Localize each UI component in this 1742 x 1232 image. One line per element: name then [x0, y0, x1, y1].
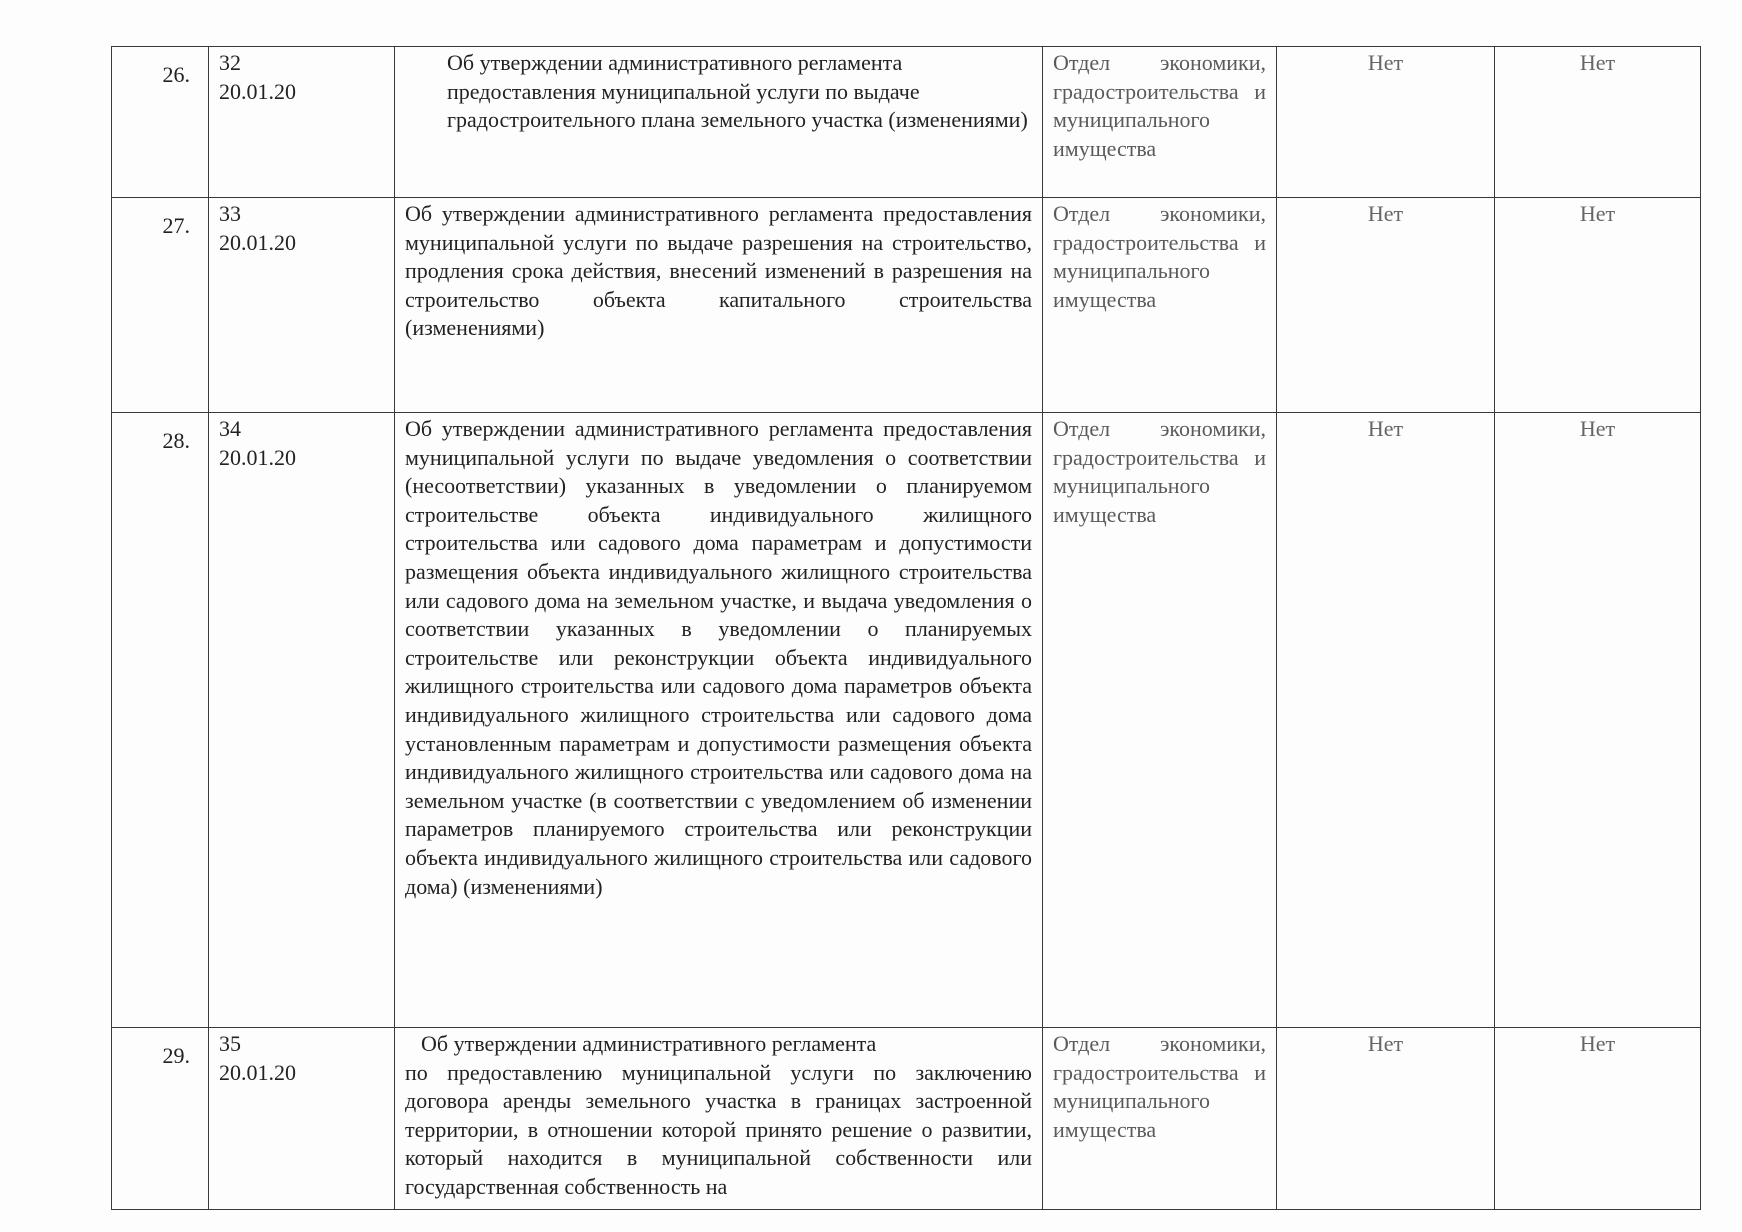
table-row — [112, 413, 1701, 1028]
row-number: 27. — [112, 198, 209, 413]
document-date: 20.01.20 — [219, 229, 296, 255]
row-number: 26. — [112, 47, 209, 198]
document-date: 20.01.20 — [219, 78, 296, 104]
document-number: 32 — [219, 50, 241, 75]
document-date: 20.01.20 — [219, 1059, 296, 1085]
status-value-a: Нет — [1277, 198, 1495, 413]
document-number: 35 — [219, 1031, 241, 1056]
responsible-department: Отдел экономики, градостроительства и муниципального имущества — [1043, 413, 1277, 1028]
document-reference — [209, 198, 395, 413]
regulations-table — [111, 46, 1701, 1210]
responsible-department: Отдел экономики, градостроительства и муниципального имущества — [1043, 47, 1277, 198]
document-number: 34 — [219, 416, 241, 441]
status-value-b: Нет — [1495, 198, 1701, 413]
document-title: Об утверждении административного регламента предоставления муниципальной услуги по выдаче уведомления о соответствии (несоответствии) указанных в уведомлении о планируемом строительстве объекта индивидуального жилищного строительства или садового дома параметрам и допустимости размещения объекта индивидуального жилищного строительства или садового дома на земельном участке, и выдача уведомления о соответствии указанных в уведомлении о планируемых строительстве или реконструкции объекта индивидуального жилищного строительства или садового дома параметров объекта индивидуального жилищного строительства или садового дома установленным параметрам и допустимости размещения объекта индивидуального жилищного строительства или садового дома на земельном участке (в соответствии с уведомлением об изменении параметров планируемого строительства или реконструкции объекта индивидуального жилищного строительства или садового дома) (изменениями) — [395, 413, 1043, 1028]
document-title: Об утверждении административного регламента предоставления муниципальной услуги по выдаче градостроительного плана земельного участка (изменениями) — [447, 50, 1028, 133]
document-title-cell — [395, 47, 1043, 198]
document-title-continuation: по предоставлению муниципальной услуги по заключению договора аренды земельного участка в границах застроенной территории, в отношении которой принято решение о развитии, который находится в муниципальной собственности или государственная собственность на — [405, 1059, 1032, 1199]
document-title: Об утверждении административного регламента предоставления муниципальной услуги по выдаче разрешения на строительство, продления срока действия, внесений изменений в разрешения на строительство объекта капитального строительства (изменениями) — [395, 198, 1043, 413]
status-value-a: Нет — [1277, 47, 1495, 198]
table-row — [112, 47, 1701, 198]
row-number: 29. — [112, 1028, 209, 1210]
document-reference — [209, 413, 395, 1028]
status-value-a: Нет — [1277, 1028, 1495, 1210]
document-date: 20.01.20 — [219, 444, 296, 470]
responsible-department: Отдел экономики, градостроительства и муниципального имущества — [1043, 1028, 1277, 1210]
document-reference — [209, 47, 395, 198]
responsible-department: Отдел экономики, градостроительства и муниципального имущества — [1043, 198, 1277, 413]
document-title-first-line: Об утверждении административного регламента — [421, 1031, 877, 1056]
document-reference — [209, 1028, 395, 1210]
table-row — [112, 1028, 1701, 1210]
status-value-b: Нет — [1495, 413, 1701, 1028]
table-row — [112, 198, 1701, 413]
document-number: 33 — [219, 201, 241, 226]
status-value-b: Нет — [1495, 1028, 1701, 1210]
status-value-a: Нет — [1277, 413, 1495, 1028]
row-number: 28. — [112, 413, 209, 1028]
document-title-cell — [395, 1028, 1043, 1210]
status-value-b: Нет — [1495, 47, 1701, 198]
